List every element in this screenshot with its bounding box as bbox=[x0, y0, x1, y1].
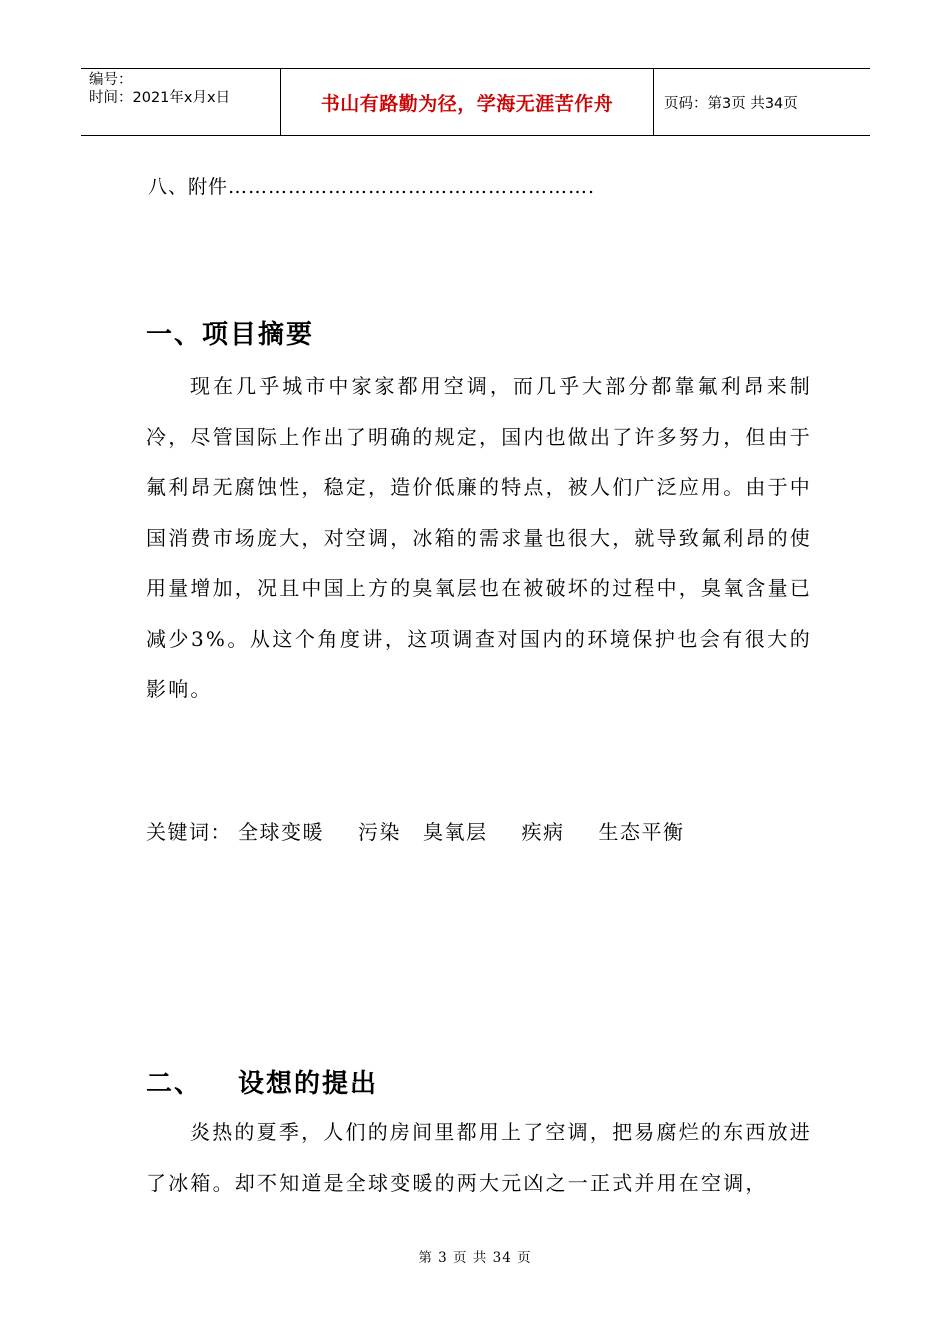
section-heading-number: 二、 bbox=[146, 1069, 203, 1099]
section-heading-summary: 一、项目摘要 bbox=[146, 320, 315, 350]
idea-paragraph: 炎热的夏季，人们的房间里都用上了空调，把易腐烂的东西放进了冰箱。却不知道是全球变暖的两大元凶之一正式并用在空调， bbox=[146, 1120, 812, 1195]
keyword-item: 臭氧层 bbox=[423, 820, 488, 844]
header-code-label: 编号： bbox=[89, 72, 133, 88]
header-page-cell bbox=[654, 69, 870, 135]
page-footer: 第 3 页 共 34 页 bbox=[418, 1250, 532, 1266]
keywords-line bbox=[146, 816, 685, 845]
toc-item-appendix: 八、附件………………………………………………. bbox=[148, 176, 596, 198]
header-date-label: 时间：2021年x月x日 bbox=[89, 90, 231, 106]
header-motto-cell bbox=[281, 69, 654, 135]
keywords-label: 关键词： bbox=[146, 820, 232, 844]
page-header bbox=[81, 68, 870, 136]
keyword-item: 全球变暖 bbox=[238, 820, 324, 844]
header-meta-cell bbox=[81, 69, 281, 135]
keyword-item: 疾病 bbox=[521, 820, 565, 844]
header-motto: 书山有路勤为径，学海无涯苦作舟 bbox=[320, 92, 614, 115]
summary-paragraph: 现在几乎城市中家家都用空调，而几乎大部分都靠氟利昂来制冷，尽管国际上作出了明确的规定，国内也做出了许多努力，但由于氟利昂无腐蚀性，稳定，造价低廉的特点，被人们广泛应用。由于中国消费市场庞大，对空调，冰箱的需求量也很大，就导致氟利昂的使用量增加，况且中国上方的臭氧层也在被破坏的过程中，臭氧含量已减少3%。从这个角度讲，这项调查对国内的环境保护也会有很大的影响。 bbox=[146, 374, 812, 701]
header-page-info: 页码：第3页 共34页 bbox=[664, 95, 798, 112]
section-heading-idea bbox=[146, 1063, 378, 1100]
keyword-item: 污染 bbox=[358, 820, 401, 844]
keyword-item: 生态平衡 bbox=[598, 820, 685, 844]
section-heading-text: 设想的提出 bbox=[238, 1069, 379, 1099]
